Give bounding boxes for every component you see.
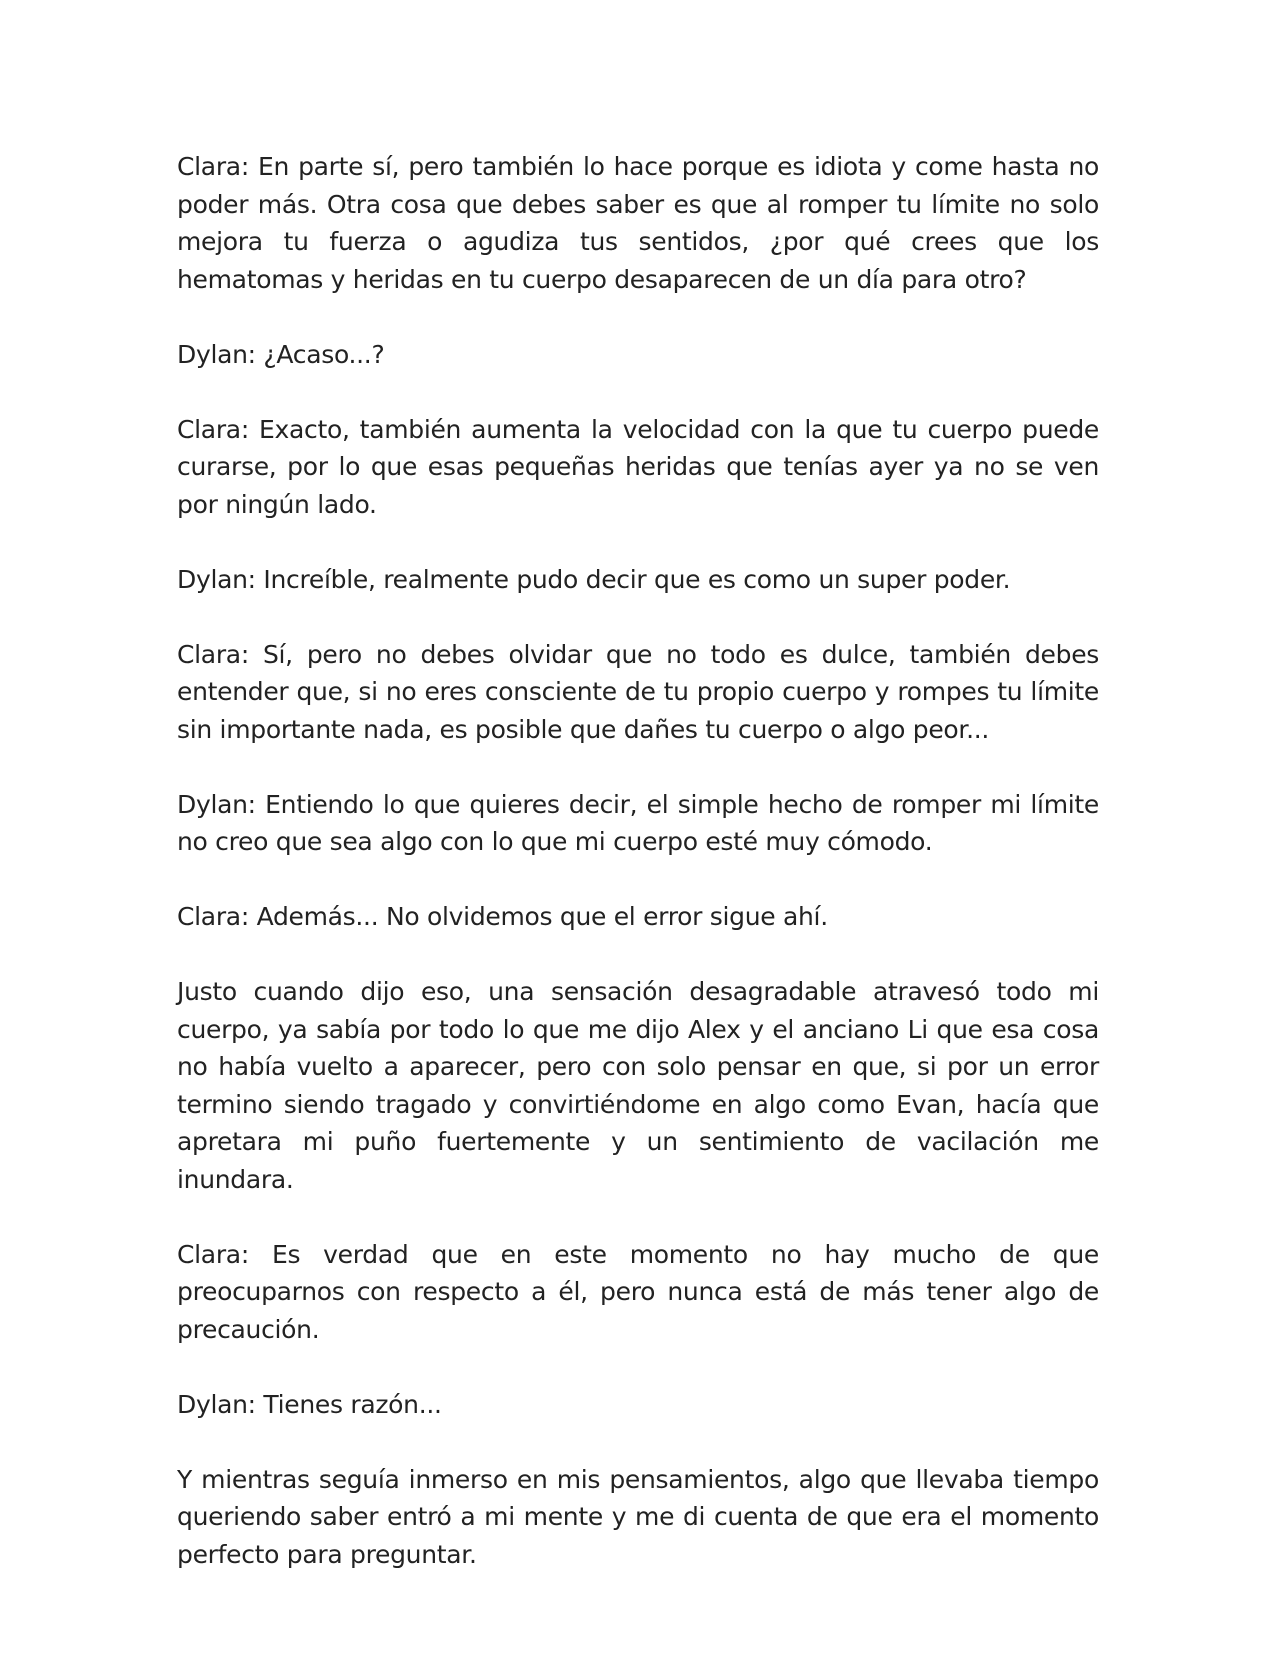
- paragraph-dylan-4: Dylan: Tienes razón...: [177, 1389, 442, 1419]
- text-body: [177, 148, 1099, 1611]
- paragraph-narration-2: Y mientras seguía inmerso en mis pensamientos, algo que llevaba tiempo queriendo saber entró a mi mente y me di cuenta de que era el momento perfecto para preguntar.: [177, 1464, 1099, 1569]
- paragraph-dylan-2: Dylan: Increíble, realmente pudo decir que es como un super poder.: [177, 564, 1011, 594]
- paragraph-clara-2: Clara: Exacto, también aumenta la velocidad con la que tu cuerpo puede curarse, por lo que esas pequeñas heridas que tenías ayer ya no se ven por ningún lado.: [177, 414, 1099, 519]
- paragraph-narration-1: Justo cuando dijo eso, una sensación desagradable atravesó todo mi cuerpo, ya sabía por todo lo que me dijo Alex y el anciano Li que esa cosa no había vuelto a aparecer, pero con solo pensar en que, si por un error termino siendo tragado y convirtiéndome en algo como Evan, hacía que apretara mi puño fuertemente y un sentimiento de vacilación me inundara.: [177, 977, 1099, 1194]
- paragraph-dylan-1: Dylan: ¿Acaso...?: [177, 339, 385, 369]
- paragraph-clara-3: Clara: Sí, pero no debes olvidar que no todo es dulce, también debes entender que, si no eres consciente de tu propio cuerpo y rompes tu límite sin importante nada, es posible que dañes tu cuerpo o algo peor...: [177, 639, 1099, 744]
- paragraph-clara-5: Clara: Es verdad que en este momento no hay mucho de que preocuparnos con respecto a él, pero nunca está de más tener algo de precaución.: [177, 1239, 1099, 1344]
- paragraph-dylan-3: Dylan: Entiendo lo que quieres decir, el simple hecho de romper mi límite no creo que sea algo con lo que mi cuerpo esté muy cómodo.: [177, 789, 1099, 856]
- paragraph-clara-4: Clara: Además... No olvidemos que el error sigue ahí.: [177, 902, 828, 931]
- paragraph-clara-1: Clara: En parte sí, pero también lo hace porque es idiota y come hasta no poder más. Otra cosa que debes saber es que al romper tu límite no solo mejora tu fuerza o agudiza tus sentidos, ¿por qué crees que los hematomas y heridas en tu cuerpo desaparecen de un día para otro?: [177, 152, 1099, 294]
